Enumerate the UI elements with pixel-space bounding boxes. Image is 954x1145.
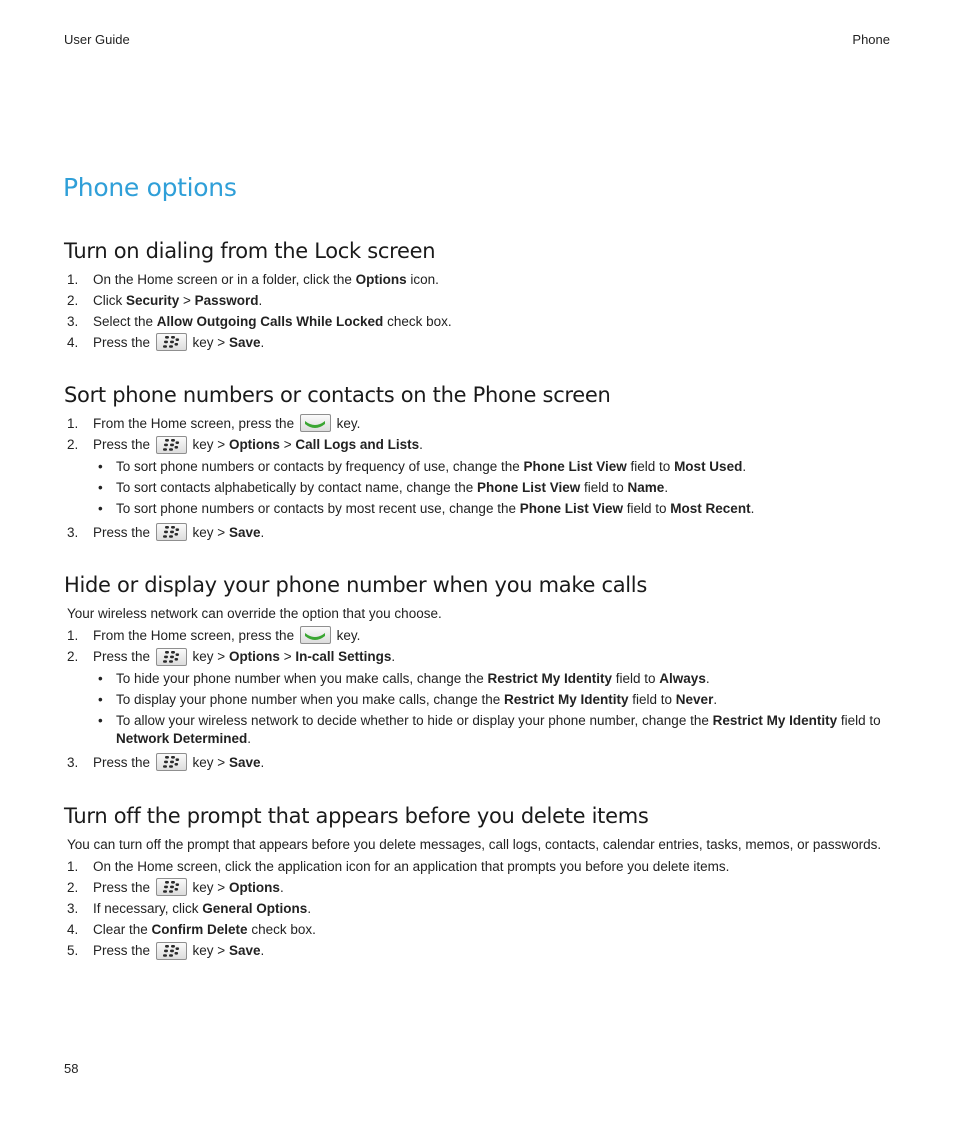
text: key > xyxy=(188,943,229,959)
step-number: 1. xyxy=(67,859,79,874)
bold-term: Call Logs and Lists xyxy=(295,437,420,453)
blackberry-menu-key-icon xyxy=(156,436,187,454)
text: field to xyxy=(626,458,675,474)
bold-term: Restrict My Identity xyxy=(503,691,629,707)
bullet-icon: • xyxy=(98,479,103,495)
section-intro: Your wireless network can override the option that you choose. xyxy=(67,606,442,621)
blackberry-menu-key-icon xyxy=(156,878,187,896)
text: field to xyxy=(837,712,881,728)
bullet-icon: • xyxy=(98,670,103,686)
section-hide-display-number xyxy=(64,571,894,775)
blackberry-menu-key-icon xyxy=(156,942,187,960)
text: Press the xyxy=(93,649,154,665)
step xyxy=(64,942,894,960)
bold-term: Restrict My Identity xyxy=(487,670,613,686)
step-number: 3. xyxy=(67,901,79,917)
green-send-key-icon xyxy=(300,414,331,432)
page-title: Phone options xyxy=(63,173,237,202)
text: key. xyxy=(332,628,361,643)
text: . xyxy=(419,437,423,453)
step-number: 2. xyxy=(67,293,79,308)
text: On the Home screen, click the application icon for an application that prompts you before you delete items. xyxy=(93,859,730,874)
step xyxy=(64,436,894,517)
bullet-item xyxy=(93,458,894,476)
section-delete-prompt xyxy=(64,802,894,964)
bold-term: Options xyxy=(355,272,407,287)
text: > xyxy=(279,649,296,665)
bold-term: Phone List View xyxy=(476,479,581,495)
text: field to xyxy=(612,670,660,686)
text: field to xyxy=(580,479,628,495)
steps-list xyxy=(64,415,894,542)
step xyxy=(64,648,894,747)
bold-term: Allow Outgoing Calls While Locked xyxy=(156,314,384,329)
text: check box. xyxy=(247,922,316,938)
text: To sort phone numbers or contacts by most recent use, change the xyxy=(116,500,520,516)
step-number: 3. xyxy=(67,754,79,770)
bold-term: General Options xyxy=(202,901,308,917)
text: key > xyxy=(188,649,229,665)
bullet-item xyxy=(93,500,894,518)
bold-term: Most Used xyxy=(674,458,743,474)
bold-term: Options xyxy=(228,880,280,895)
text: key. xyxy=(332,416,361,431)
step-number: 2. xyxy=(67,437,79,453)
bold-term: Network Determined xyxy=(116,730,248,746)
text: Press the xyxy=(93,943,154,959)
text: To sort contacts alphabetically by contact name, change the xyxy=(116,479,477,495)
text: Press the xyxy=(93,524,154,540)
bold-term: Phone List View xyxy=(519,500,624,516)
text: To hide your phone number when you make calls, change the xyxy=(116,670,488,686)
text: . xyxy=(260,943,265,959)
step xyxy=(64,627,894,645)
text: field to xyxy=(628,691,676,707)
section-heading: Turn on dialing from the Lock screen xyxy=(64,239,436,263)
text: . xyxy=(260,524,265,540)
text: . xyxy=(705,670,710,686)
section-intro: You can turn off the prompt that appears before you delete messages, call logs, contacts, calendar entries, tasks, memos, or passwords. xyxy=(67,837,882,852)
text: Select the xyxy=(93,314,157,329)
text: check box. xyxy=(383,314,452,329)
step-number: 1. xyxy=(67,416,79,431)
bold-term: Password xyxy=(194,293,259,308)
step-number: 1. xyxy=(67,628,79,643)
bold-term: Never xyxy=(675,691,714,707)
bold-term: Save xyxy=(228,754,261,770)
bullet-item xyxy=(93,670,894,688)
text: . xyxy=(260,335,265,350)
step xyxy=(64,858,894,876)
bold-term: Options xyxy=(228,649,280,665)
section-lock-screen-dialing xyxy=(64,237,894,355)
text: > xyxy=(279,437,296,453)
text: From the Home screen, press the xyxy=(93,416,298,431)
bold-term: Most Recent xyxy=(670,500,751,516)
header-left: User Guide xyxy=(64,32,130,47)
bold-term: Security xyxy=(126,293,180,308)
step xyxy=(64,415,894,433)
section-heading: Turn off the prompt that appears before you delete items xyxy=(64,804,649,828)
bullet-icon: • xyxy=(98,500,103,516)
blackberry-menu-key-icon xyxy=(156,333,187,351)
text: If necessary, click xyxy=(93,901,203,917)
text: key > xyxy=(188,754,229,770)
text: To display your phone number when you make calls, change the xyxy=(116,691,504,707)
text: On the Home screen or in a folder, click the xyxy=(93,272,356,287)
text: . xyxy=(260,754,265,770)
header-right: Phone xyxy=(852,32,890,47)
blackberry-menu-key-icon xyxy=(156,523,187,541)
bold-term: Restrict My Identity xyxy=(712,712,838,728)
steps-list xyxy=(64,627,894,772)
text: . xyxy=(391,649,396,665)
text: . xyxy=(750,500,755,516)
text: Press the xyxy=(93,754,154,770)
bold-term: Name xyxy=(627,479,665,495)
bullet-item xyxy=(93,479,894,497)
text: icon. xyxy=(406,272,439,287)
step-number: 4. xyxy=(67,922,79,938)
text: . xyxy=(742,458,747,474)
step-number: 2. xyxy=(67,649,79,665)
bold-term: Always xyxy=(659,670,706,686)
step xyxy=(64,754,894,772)
step xyxy=(64,524,894,542)
bold-term: Save xyxy=(228,524,261,540)
bullet-item xyxy=(93,691,894,709)
step-number: 2. xyxy=(67,880,79,895)
text: To allow your wireless network to decide whether to hide or display your phone number, change the xyxy=(116,712,713,728)
step xyxy=(64,313,894,331)
text: Click xyxy=(93,293,126,308)
text: . xyxy=(279,880,284,895)
bold-term: Save xyxy=(228,943,261,959)
blackberry-menu-key-icon xyxy=(156,753,187,771)
bold-term: Options xyxy=(228,437,280,453)
text: Press the xyxy=(93,437,154,453)
text: key > xyxy=(188,437,229,453)
step-number: 5. xyxy=(67,943,79,959)
bullet-icon: • xyxy=(98,691,103,707)
page-number: 58 xyxy=(64,1061,79,1076)
sub-bullet-list xyxy=(93,670,894,748)
text: key > xyxy=(188,880,229,895)
text: To sort phone numbers or contacts by frequency of use, change the xyxy=(116,458,524,474)
step xyxy=(64,334,894,352)
text: . xyxy=(664,479,669,495)
green-send-key-icon xyxy=(300,626,331,644)
text: Press the xyxy=(93,880,154,895)
steps-list xyxy=(64,858,894,961)
bold-term: Phone List View xyxy=(523,458,627,474)
text: Clear the xyxy=(93,922,152,938)
bullet-icon: • xyxy=(98,712,103,728)
step xyxy=(64,921,894,939)
bullet-icon: • xyxy=(98,458,103,474)
step-number: 1. xyxy=(67,272,79,287)
bullet-item xyxy=(93,712,894,748)
text: . xyxy=(713,691,718,707)
text: From the Home screen, press the xyxy=(93,628,298,643)
section-heading: Sort phone numbers or contacts on the Phone screen xyxy=(64,383,611,407)
step-number: 4. xyxy=(67,335,79,350)
text: . xyxy=(258,293,263,308)
text: key > xyxy=(188,335,229,350)
step xyxy=(64,900,894,918)
sub-bullet-list xyxy=(93,458,894,518)
section-sort-phone-numbers xyxy=(64,381,894,545)
step xyxy=(64,879,894,897)
text: . xyxy=(307,901,312,917)
blackberry-menu-key-icon xyxy=(156,648,187,666)
text: field to xyxy=(623,500,671,516)
text: . xyxy=(247,730,252,746)
step-number: 3. xyxy=(67,314,79,329)
section-heading: Hide or display your phone number when you make calls xyxy=(64,573,647,597)
step xyxy=(64,271,894,289)
bold-term: Save xyxy=(228,335,261,350)
bold-term: In-call Settings xyxy=(295,649,392,665)
step-number: 3. xyxy=(67,524,79,540)
text: key > xyxy=(188,524,229,540)
bold-term: Confirm Delete xyxy=(151,922,248,938)
text: Press the xyxy=(93,335,154,350)
steps-list xyxy=(64,271,894,352)
step xyxy=(64,292,894,310)
text: > xyxy=(179,293,195,308)
